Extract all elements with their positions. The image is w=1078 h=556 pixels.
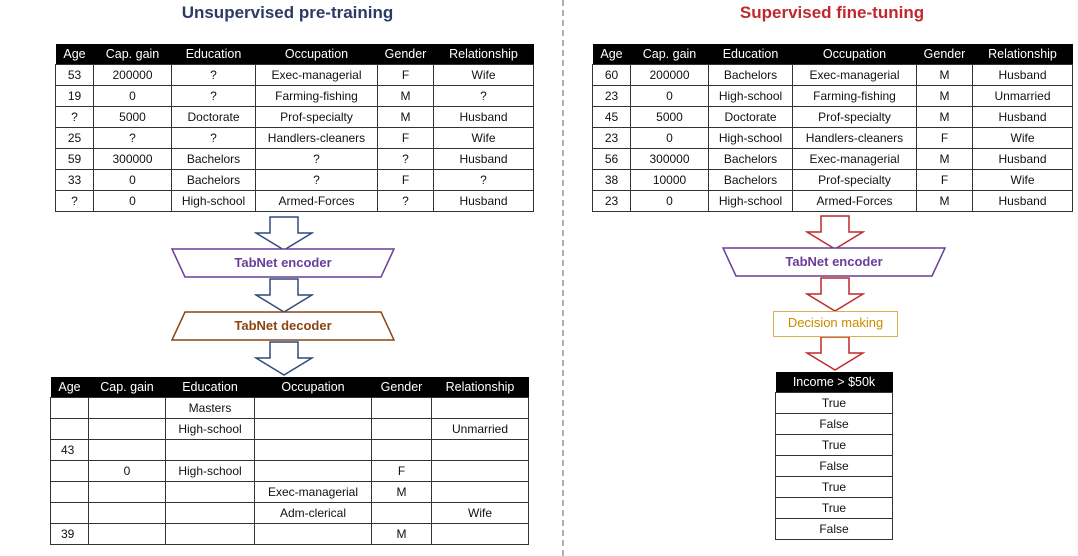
- pretrain-output-cell-occupation: [255, 440, 372, 461]
- finetune-input-cell-cap-gain: 300000: [631, 149, 709, 170]
- pretrain-output-cell-cap-gain: [89, 440, 166, 461]
- finetune-input-cell-age: 45: [593, 107, 631, 128]
- finetune-input-cell-occupation: Armed-Forces: [793, 191, 917, 212]
- pretrain-output-cell-cap-gain: [89, 419, 166, 440]
- pretrain-output-cell-education: [166, 440, 255, 461]
- finetune-input-cell-cap-gain: 0: [631, 191, 709, 212]
- table-row: [56, 65, 534, 86]
- income-cell: True: [776, 435, 893, 456]
- pretrain-output-cell-education: High-school: [166, 419, 255, 440]
- pretrain-output-cell-gender: [372, 440, 432, 461]
- table-row: [593, 191, 1073, 212]
- table-row: [56, 107, 534, 128]
- pretrain-output-cell-occupation: [255, 524, 372, 545]
- right-arrow-3: [805, 336, 865, 372]
- finetune-input-cell-cap-gain: 0: [631, 128, 709, 149]
- pretrain-input-cell-cap-gain: 5000: [94, 107, 172, 128]
- table-row: [51, 398, 529, 419]
- decoder-label: TabNet decoder: [234, 318, 332, 333]
- finetune-input-cell-occupation: Handlers-cleaners: [793, 128, 917, 149]
- pretrain-output-header-occupation: Occupation: [255, 377, 372, 398]
- pretrain-input-cell-gender: F: [378, 170, 434, 191]
- table-row: [776, 477, 893, 498]
- pretrain-input-cell-occupation: Farming-fishing: [256, 86, 378, 107]
- finetune-input-cell-gender: F: [917, 128, 973, 149]
- pretrain-output-cell-occupation: [255, 398, 372, 419]
- finetune-input-cell-education: High-school: [709, 128, 793, 149]
- table-row: [51, 461, 529, 482]
- pretrain-input-cell-age: 53: [56, 65, 94, 86]
- income-cell: True: [776, 477, 893, 498]
- right-encoder: [722, 247, 946, 277]
- pretrain-output-table: [50, 377, 529, 545]
- pretrain-output-cell-gender: [372, 398, 432, 419]
- table-row: [593, 65, 1073, 86]
- pretrain-input-cell-occupation: Prof-specialty: [256, 107, 378, 128]
- pretrain-input-cell-occupation: Exec-managerial: [256, 65, 378, 86]
- table-row: [776, 435, 893, 456]
- pretrain-output-cell-education: High-school: [166, 461, 255, 482]
- finetune-input-cell-age: 38: [593, 170, 631, 191]
- table-row: [56, 128, 534, 149]
- finetune-input-cell-occupation: Exec-managerial: [793, 149, 917, 170]
- finetune-input-cell-age: 23: [593, 86, 631, 107]
- pretrain-output-cell-gender: M: [372, 524, 432, 545]
- pretrain-output-cell-cap-gain: [89, 524, 166, 545]
- finetune-input-header-cap-gain: Cap. gain: [631, 44, 709, 65]
- pretrain-input-cell-education: Bachelors: [172, 170, 256, 191]
- pretrain-output-cell-relationship: [432, 461, 529, 482]
- pretrain-output-cell-gender: F: [372, 461, 432, 482]
- pretrain-output-cell-occupation: [255, 419, 372, 440]
- finetune-input-header-relationship: Relationship: [973, 44, 1073, 65]
- pretrain-input-header-education: Education: [172, 44, 256, 65]
- finetune-input-cell-relationship: Husband: [973, 191, 1073, 212]
- income-table: [775, 372, 893, 540]
- finetune-input-cell-relationship: Unmarried: [973, 86, 1073, 107]
- finetune-input-cell-relationship: Husband: [973, 149, 1073, 170]
- pretrain-input-cell-education: Doctorate: [172, 107, 256, 128]
- pretrain-input-cell-gender: F: [378, 65, 434, 86]
- table-row: [776, 456, 893, 477]
- finetune-input-cell-education: Doctorate: [709, 107, 793, 128]
- finetune-input-cell-education: Bachelors: [709, 170, 793, 191]
- pretrain-input-cell-relationship: Husband: [434, 107, 534, 128]
- pretrain-input-cell-gender: ?: [378, 149, 434, 170]
- pretrain-output-cell-relationship: [432, 398, 529, 419]
- pretrain-input-cell-cap-gain: 0: [94, 170, 172, 191]
- pretrain-input-cell-cap-gain: 0: [94, 191, 172, 212]
- pretrain-output-cell-occupation: [255, 461, 372, 482]
- pretrain-output-cell-cap-gain: [89, 398, 166, 419]
- table-row: [51, 503, 529, 524]
- income-cell: False: [776, 519, 893, 540]
- table-row: [56, 86, 534, 107]
- pretrain-output-header-education: Education: [166, 377, 255, 398]
- pretrain-input-cell-relationship: Husband: [434, 149, 534, 170]
- finetune-input-cell-gender: F: [917, 170, 973, 191]
- pretrain-input-cell-age: 33: [56, 170, 94, 191]
- finetune-input-cell-occupation: Farming-fishing: [793, 86, 917, 107]
- pretrain-input-cell-age: 19: [56, 86, 94, 107]
- pretrain-output-cell-education: [166, 482, 255, 503]
- pretrain-input-cell-age: ?: [56, 191, 94, 212]
- pretrain-input-cell-gender: M: [378, 86, 434, 107]
- pretrain-output-cell-occupation: Adm-clerical: [255, 503, 372, 524]
- finetune-input-cell-gender: M: [917, 86, 973, 107]
- finetune-input-cell-gender: M: [917, 149, 973, 170]
- pretrain-output-cell-age: [51, 398, 89, 419]
- finetune-input-cell-age: 23: [593, 128, 631, 149]
- table-row: [51, 524, 529, 545]
- pretrain-output-cell-relationship: [432, 440, 529, 461]
- pretrain-output-header-gender: Gender: [372, 377, 432, 398]
- income-cell: False: [776, 456, 893, 477]
- pretrain-output-cell-education: Masters: [166, 398, 255, 419]
- pretrain-output-cell-relationship: Unmarried: [432, 419, 529, 440]
- right-title: Supervised fine-tuning: [739, 3, 925, 22]
- finetune-input-header-age: Age: [593, 44, 631, 65]
- pretrain-input-cell-age: ?: [56, 107, 94, 128]
- pretrain-output-cell-cap-gain: 0: [89, 461, 166, 482]
- pretrain-input-cell-education: Bachelors: [172, 149, 256, 170]
- pretrain-input-header-occupation: Occupation: [256, 44, 378, 65]
- pretrain-input-cell-occupation: Handlers-cleaners: [256, 128, 378, 149]
- pretrain-output-cell-cap-gain: [89, 503, 166, 524]
- finetune-input-cell-relationship: Husband: [973, 65, 1073, 86]
- finetune-input-cell-gender: M: [917, 65, 973, 86]
- decision-making-box: Decision making: [773, 311, 898, 337]
- pretrain-output-cell-cap-gain: [89, 482, 166, 503]
- pretrain-output-cell-age: [51, 461, 89, 482]
- pretrain-input-header-relationship: Relationship: [434, 44, 534, 65]
- finetune-input-header-gender: Gender: [917, 44, 973, 65]
- left-title: Unsupervised pre-training: [181, 3, 394, 22]
- left-encoder-label: TabNet encoder: [234, 255, 332, 270]
- table-row: [56, 149, 534, 170]
- pretrain-output-header-cap-gain: Cap. gain: [89, 377, 166, 398]
- pretrain-input-cell-gender: F: [378, 128, 434, 149]
- pretrain-output-cell-education: [166, 503, 255, 524]
- pretrain-input-cell-cap-gain: ?: [94, 128, 172, 149]
- decoder: [171, 311, 395, 341]
- table-row: [593, 128, 1073, 149]
- pretrain-output-cell-relationship: [432, 524, 529, 545]
- pretrain-input-cell-cap-gain: 200000: [94, 65, 172, 86]
- pretrain-input-cell-relationship: Wife: [434, 65, 534, 86]
- table-row: [56, 191, 534, 212]
- finetune-input-cell-education: Bachelors: [709, 65, 793, 86]
- finetune-input-table: [592, 44, 1073, 212]
- pretrain-input-cell-cap-gain: 300000: [94, 149, 172, 170]
- pretrain-input-header-age: Age: [56, 44, 94, 65]
- pretrain-input-cell-age: 59: [56, 149, 94, 170]
- pretrain-input-cell-education: ?: [172, 65, 256, 86]
- pretrain-input-header-gender: Gender: [378, 44, 434, 65]
- pretrain-output-cell-education: [166, 524, 255, 545]
- pretrain-input-cell-gender: M: [378, 107, 434, 128]
- finetune-input-cell-relationship: Wife: [973, 128, 1073, 149]
- finetune-input-header-occupation: Occupation: [793, 44, 917, 65]
- finetune-input-cell-relationship: Wife: [973, 170, 1073, 191]
- pretrain-input-cell-occupation: ?: [256, 170, 378, 191]
- pretrain-output-cell-gender: [372, 503, 432, 524]
- table-row: [776, 414, 893, 435]
- right-arrow-2: [805, 277, 865, 313]
- finetune-input-cell-gender: M: [917, 191, 973, 212]
- pretrain-output-cell-gender: [372, 419, 432, 440]
- finetune-input-cell-age: 60: [593, 65, 631, 86]
- table-row: [593, 86, 1073, 107]
- pretrain-input-cell-cap-gain: 0: [94, 86, 172, 107]
- pretrain-input-cell-education: ?: [172, 86, 256, 107]
- left-arrow-2: [254, 278, 314, 314]
- finetune-input-cell-relationship: Husband: [973, 107, 1073, 128]
- pretrain-output-cell-age: [51, 419, 89, 440]
- pretrain-output-cell-age: 39: [51, 524, 89, 545]
- income-cell: False: [776, 414, 893, 435]
- pretrain-output-cell-age: [51, 503, 89, 524]
- table-row: [593, 149, 1073, 170]
- pretrain-input-cell-gender: ?: [378, 191, 434, 212]
- left-arrow-1: [254, 216, 314, 252]
- finetune-input-cell-education: High-school: [709, 86, 793, 107]
- income-cell: True: [776, 393, 893, 414]
- pretrain-input-cell-relationship: Husband: [434, 191, 534, 212]
- pretrain-input-cell-education: ?: [172, 128, 256, 149]
- pretrain-input-cell-age: 25: [56, 128, 94, 149]
- table-row: [56, 170, 534, 191]
- finetune-input-cell-cap-gain: 5000: [631, 107, 709, 128]
- section-divider: [562, 0, 564, 556]
- pretrain-output-cell-relationship: [432, 482, 529, 503]
- pretrain-output-header-relationship: Relationship: [432, 377, 529, 398]
- pretrain-output-cell-gender: M: [372, 482, 432, 503]
- pretrain-output-cell-age: [51, 482, 89, 503]
- table-row: [51, 440, 529, 461]
- pretrain-input-cell-relationship: ?: [434, 86, 534, 107]
- pretrain-input-cell-occupation: ?: [256, 149, 378, 170]
- pretrain-output-cell-occupation: Exec-managerial: [255, 482, 372, 503]
- income-cell: True: [776, 498, 893, 519]
- right-arrow-1: [805, 215, 865, 251]
- table-row: [776, 498, 893, 519]
- finetune-input-cell-occupation: Prof-specialty: [793, 107, 917, 128]
- finetune-input-cell-education: High-school: [709, 191, 793, 212]
- table-row: [776, 393, 893, 414]
- finetune-input-cell-education: Bachelors: [709, 149, 793, 170]
- pretrain-input-header-cap-gain: Cap. gain: [94, 44, 172, 65]
- pretrain-input-table: [55, 44, 534, 212]
- table-row: [51, 419, 529, 440]
- left-arrow-3: [254, 341, 314, 377]
- table-row: [51, 482, 529, 503]
- pretrain-input-cell-education: High-school: [172, 191, 256, 212]
- finetune-input-cell-age: 23: [593, 191, 631, 212]
- finetune-input-cell-cap-gain: 200000: [631, 65, 709, 86]
- finetune-input-cell-gender: M: [917, 107, 973, 128]
- finetune-input-cell-cap-gain: 0: [631, 86, 709, 107]
- pretrain-input-cell-relationship: Wife: [434, 128, 534, 149]
- income-header: Income > $50k: [776, 372, 893, 393]
- left-encoder: [171, 248, 395, 278]
- finetune-input-cell-age: 56: [593, 149, 631, 170]
- pretrain-output-header-age: Age: [51, 377, 89, 398]
- pretrain-output-cell-relationship: Wife: [432, 503, 529, 524]
- pretrain-input-cell-relationship: ?: [434, 170, 534, 191]
- table-row: [593, 107, 1073, 128]
- finetune-input-cell-cap-gain: 10000: [631, 170, 709, 191]
- pretrain-output-cell-age: 43: [51, 440, 89, 461]
- right-encoder-label: TabNet encoder: [785, 254, 883, 269]
- pretrain-input-cell-occupation: Armed-Forces: [256, 191, 378, 212]
- table-row: [776, 519, 893, 540]
- finetune-input-header-education: Education: [709, 44, 793, 65]
- finetune-input-cell-occupation: Prof-specialty: [793, 170, 917, 191]
- table-row: [593, 170, 1073, 191]
- finetune-input-cell-occupation: Exec-managerial: [793, 65, 917, 86]
